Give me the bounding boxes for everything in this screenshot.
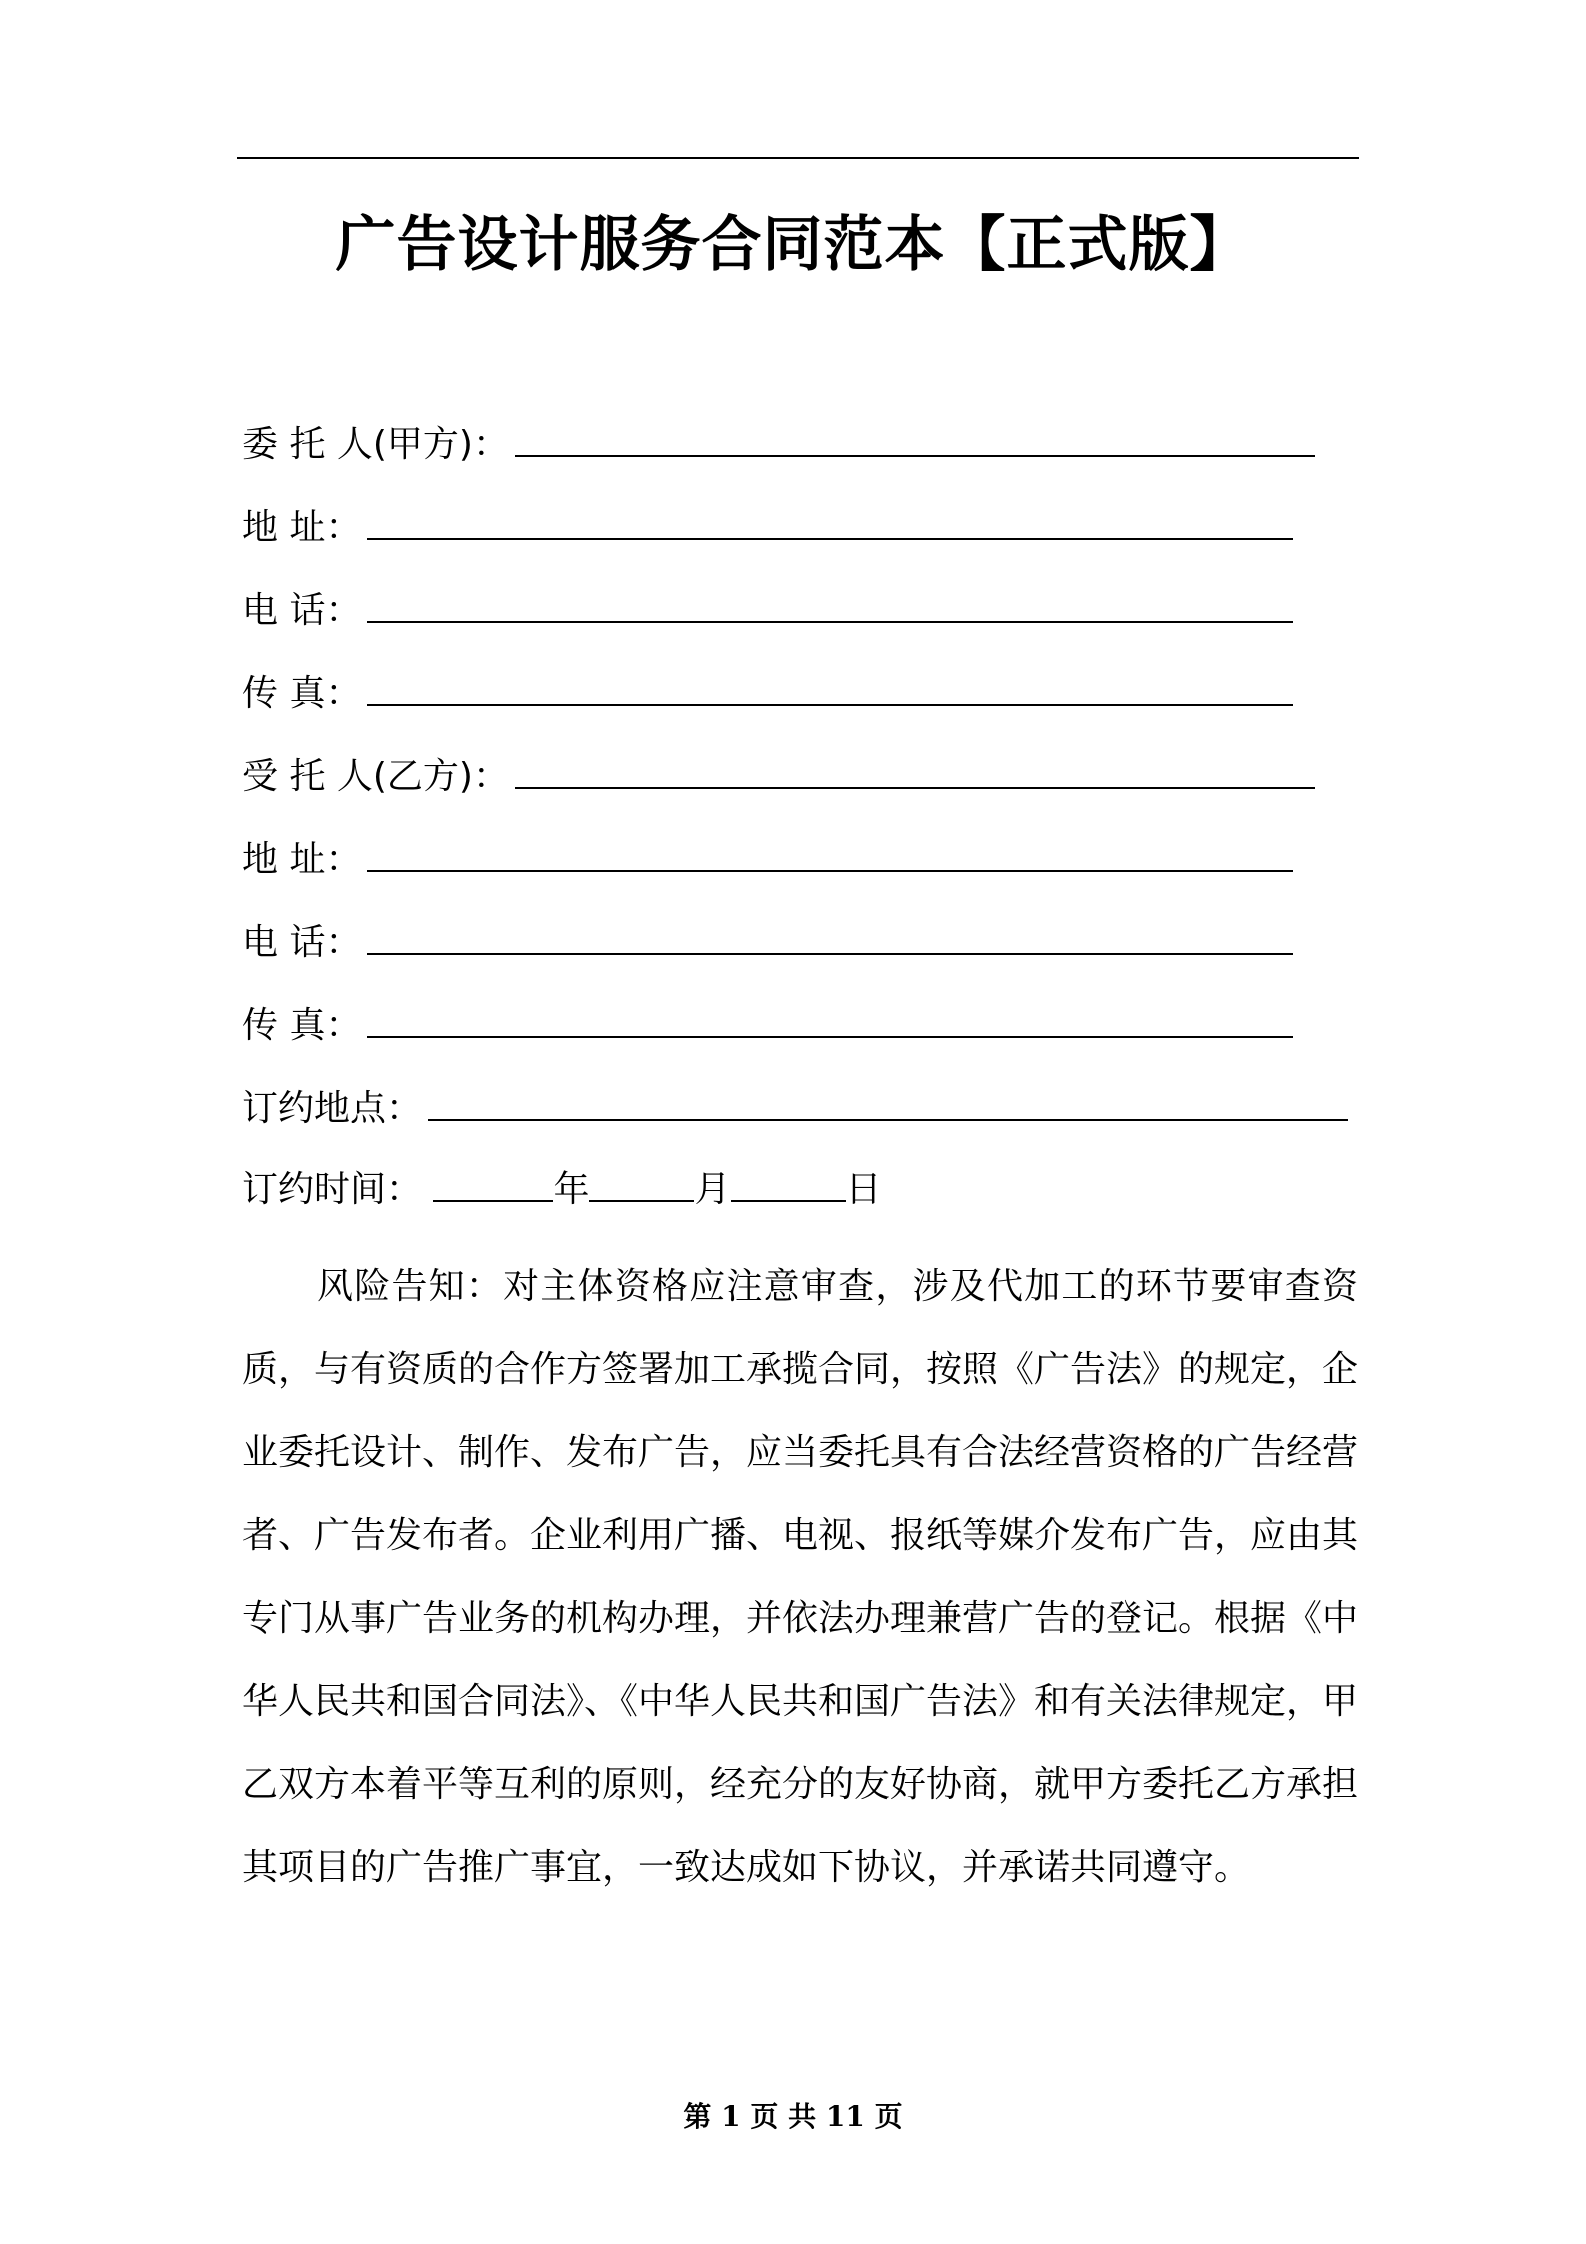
fill-blank[interactable] — [367, 498, 1293, 540]
field-label: 地 址： — [242, 839, 362, 880]
document-title: 广告设计服务合同范本【正式版】 — [335, 210, 1251, 280]
field-client — [242, 415, 1315, 475]
field-label: 电 话： — [242, 590, 362, 631]
fill-blank[interactable] — [367, 664, 1293, 706]
field-client-fax — [242, 664, 1293, 724]
fill-blank[interactable] — [367, 996, 1293, 1038]
field-client-address — [242, 498, 1293, 558]
field-label: 订约地点： — [242, 1088, 423, 1129]
month-blank[interactable] — [589, 1160, 694, 1202]
fill-blank[interactable] — [428, 1079, 1348, 1121]
day-blank[interactable] — [731, 1160, 846, 1202]
year-blank[interactable] — [433, 1160, 553, 1202]
fill-blank[interactable] — [515, 415, 1315, 457]
risk-notice-paragraph: 风险告知：对主体资格应注意审查，涉及代加工的环节要审查资质，与有资质的合作方签署加工承揽合同，按照《广告法》的规定，企业委托设计、制作、发布广告，应当委托具有合法经营资格的广告经营者、广告发布者。企业利用广播、电视、报纸等媒介发布广告，应由其专门从事广告业务的机构办理，并依法办理兼营广告的登记。根据《中华人民共和国合同法》、《中华人民共和国广告法》和有关法律规定，甲乙双方本着平等互利的原则，经充分的友好协商，就甲方委托乙方承担其项目的广告推广事宜，一致达成如下协议，并承诺共同遵守。 — [242, 1266, 1359, 1888]
field-contractor-address — [242, 830, 1293, 890]
risk-notice — [242, 1245, 1358, 1909]
field-signing-date — [242, 1160, 882, 1220]
field-contractor-fax — [242, 996, 1293, 1056]
field-contractor — [242, 747, 1315, 807]
field-label: 地 址： — [242, 507, 362, 548]
field-label: 传 真： — [242, 673, 362, 714]
field-label: 委 托 人(甲方)： — [242, 424, 509, 465]
field-label: 订约时间： — [242, 1169, 423, 1210]
year-label: 年 — [553, 1169, 590, 1210]
field-label: 受 托 人(乙方)： — [242, 756, 509, 797]
day-label: 日 — [845, 1169, 882, 1210]
fill-blank[interactable] — [367, 830, 1293, 872]
page-number: 第 1 页 共 11 页 — [683, 2100, 903, 2133]
field-label: 传 真： — [242, 1005, 362, 1046]
field-signing-place — [242, 1079, 1348, 1139]
month-label: 月 — [694, 1169, 731, 1210]
header-rule — [237, 157, 1359, 159]
field-contractor-phone — [242, 913, 1293, 973]
fill-blank[interactable] — [367, 581, 1293, 623]
field-client-phone — [242, 581, 1293, 641]
fill-blank[interactable] — [367, 913, 1293, 955]
field-label: 电 话： — [242, 922, 362, 963]
fill-blank[interactable] — [515, 747, 1315, 789]
